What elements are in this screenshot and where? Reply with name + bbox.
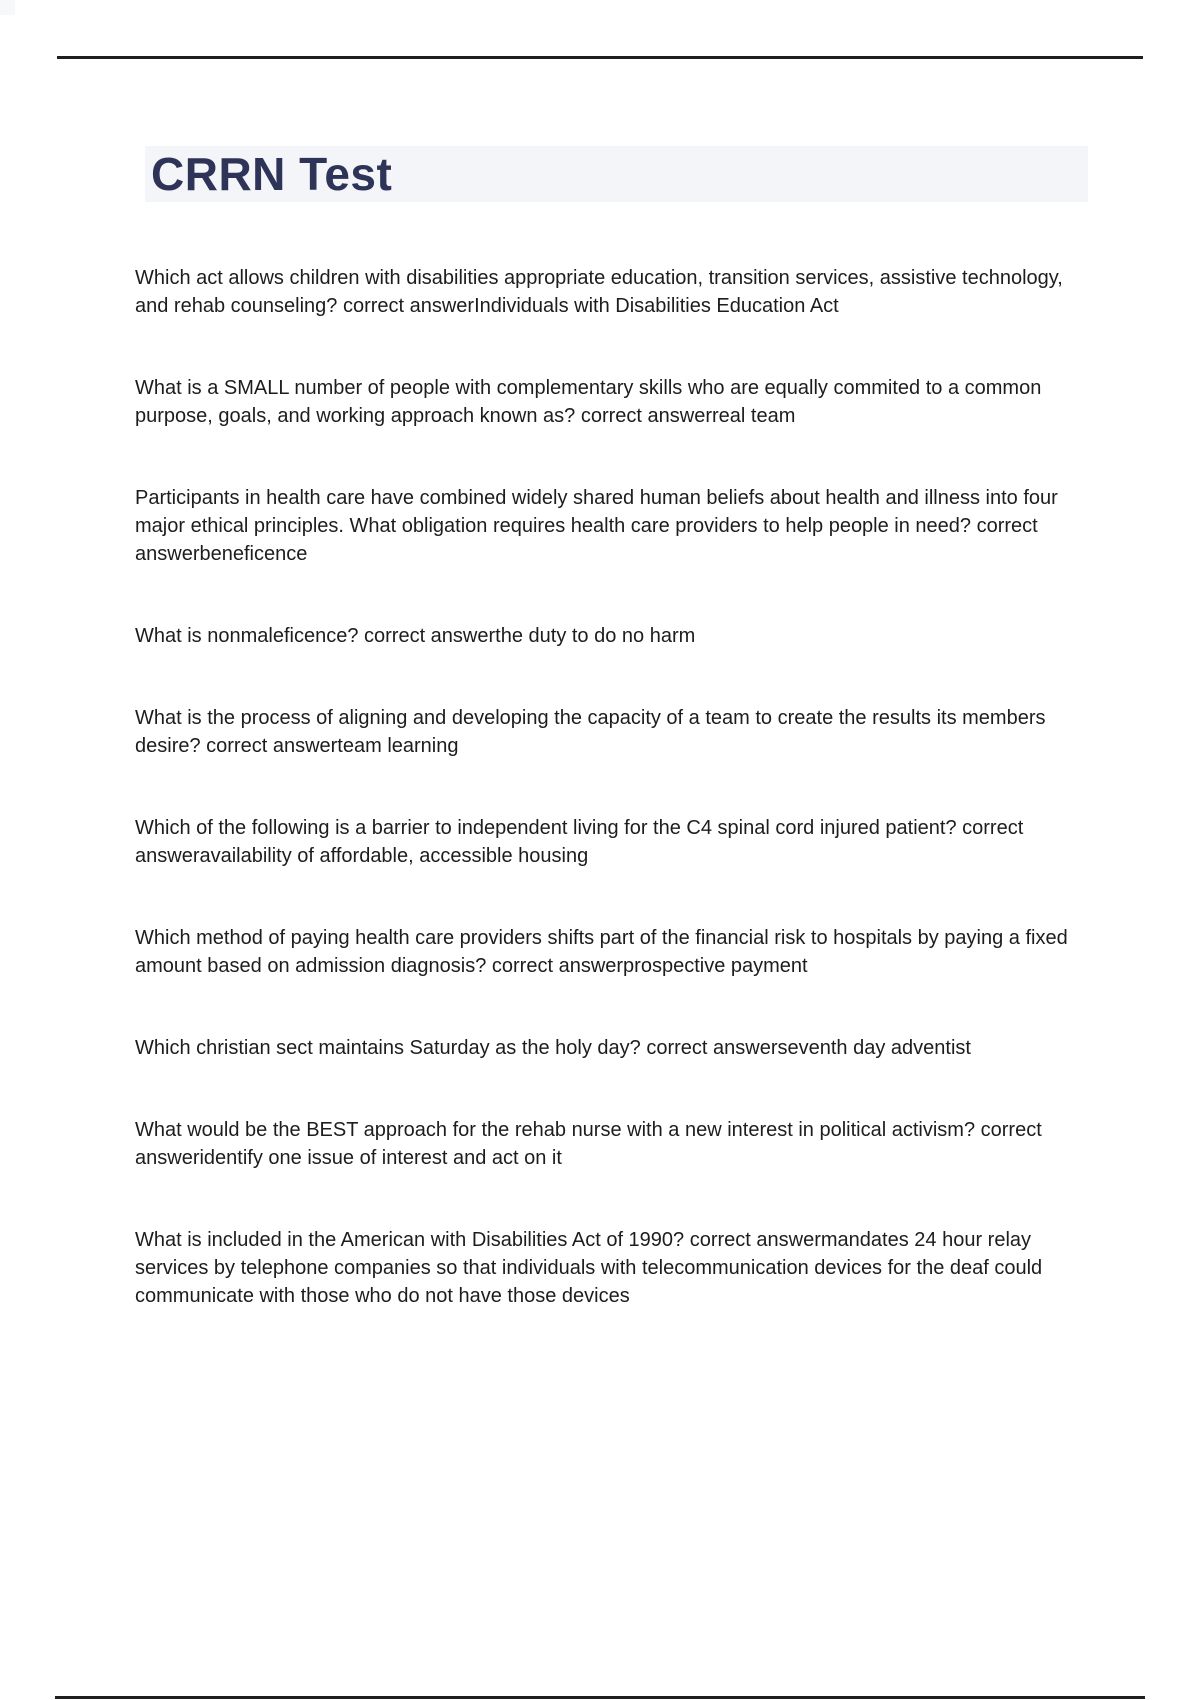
bottom-rule-divider (55, 1696, 1145, 1699)
page-title: CRRN Test (151, 148, 393, 200)
qa-paragraph: Which method of paying health care providers shifts part of the financial risk to hospitals by paying a fixed amount based on admission diagnosis? correct answerprospective payment (135, 927, 1068, 977)
qa-paragraph: Which christian sect maintains Saturday as the holy day? correct answerseventh day adventist (135, 1037, 971, 1059)
qa-paragraph: What is the process of aligning and developing the capacity of a team to create the results its members desire? correct answerteam learning (135, 707, 1046, 757)
qa-paragraph: What is included in the American with Disabilities Act of 1990? correct answermandates 24 hour relay services by telephone companies so that individuals with telecommunication devices for the deaf could communicate with those who do not have those devices (135, 1229, 1043, 1307)
qa-paragraph: Which of the following is a barrier to independent living for the C4 spinal cord injured patient? correct answeravailability of affordable, accessible housing (135, 817, 1024, 867)
qa-paragraph: Participants in health care have combined widely shared human beliefs about health and illness into four major ethical principles. What obligation requires health care providers to help people in need? correct answerbeneficence (135, 487, 1058, 565)
title-banner (145, 146, 1088, 202)
qa-paragraph: What would be the BEST approach for the rehab nurse with a new interest in political activism? correct answeridentify one issue of interest and act on it (135, 1119, 1042, 1169)
qa-paragraph: Which act allows children with disabilities appropriate education, transition services, assistive technology, and rehab counseling? correct answerIndividuals with Disabilities Education Act (135, 267, 1063, 317)
corner-artifact (0, 0, 15, 15)
qa-paragraph: What is nonmaleficence? correct answerthe duty to do no harm (135, 625, 696, 647)
qa-paragraph: What is a SMALL number of people with complementary skills who are equally commited to a common purpose, goals, and working approach known as? correct answerreal team (135, 377, 1042, 427)
top-rule-divider (57, 56, 1143, 59)
qa-list (135, 264, 1091, 1364)
